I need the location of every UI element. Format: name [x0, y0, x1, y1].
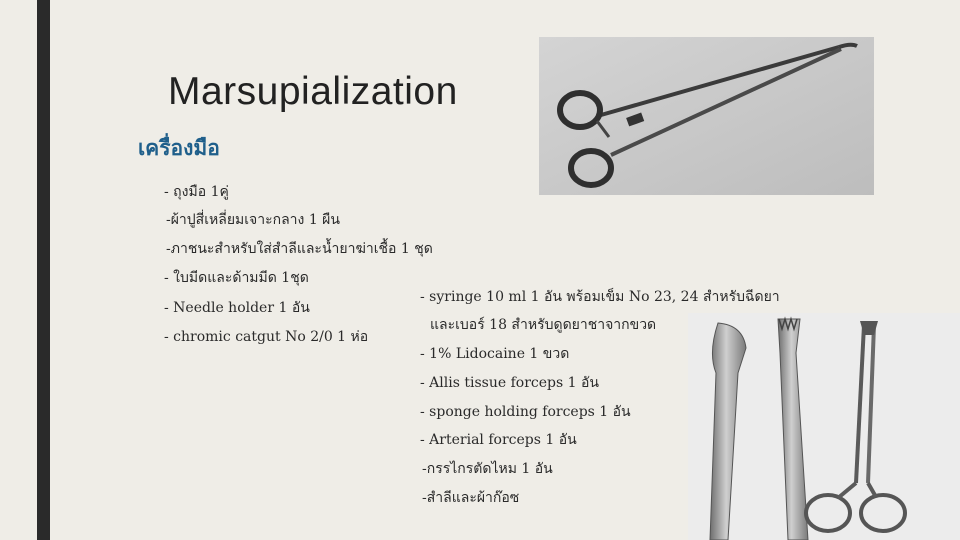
list-item: -ผ้าปูสี่เหลี่ยมเจาะกลาง 1 ผืน — [166, 212, 340, 228]
left-accent-bar — [37, 0, 50, 540]
list-item: - syringe 10 ml 1 อัน พร้อมเข็ม No 23, 24 สำหรับฉีดยา — [420, 289, 780, 305]
list-item: - ใบมีดและด้ามมีด 1ชุด — [164, 270, 309, 286]
retractor-and-clamp-photo-icon — [688, 313, 960, 540]
list-item: - sponge holding forceps 1 อัน — [420, 404, 631, 420]
list-item: - Allis tissue forceps 1 อัน — [420, 375, 599, 391]
list-item: และเบอร์ 18 สำหรับดูดยาชาจากขวด — [430, 317, 657, 333]
slide-title: Marsupialization — [168, 70, 458, 113]
list-item: - chromic catgut No 2/0 1 ห่อ — [164, 329, 369, 345]
slide-subtitle: เครื่องมือ — [138, 137, 220, 160]
list-item: -ภาชนะสำหรับใส่สำลีและน้ำยาฆ่าเชื้อ 1 ชุด — [166, 241, 433, 257]
list-item: - Arterial forceps 1 อัน — [420, 432, 577, 448]
forceps-photo-icon — [539, 37, 874, 195]
list-item: - Needle holder 1 อัน — [164, 300, 310, 316]
list-item: - 1% Lidocaine 1 ขวด — [420, 346, 570, 362]
list-item: -สำลีและผ้าก๊อซ — [422, 490, 520, 506]
list-item: - ถุงมือ 1คู่ — [164, 184, 229, 200]
list-item: -กรรไกรตัดไหม 1 อัน — [422, 461, 553, 477]
